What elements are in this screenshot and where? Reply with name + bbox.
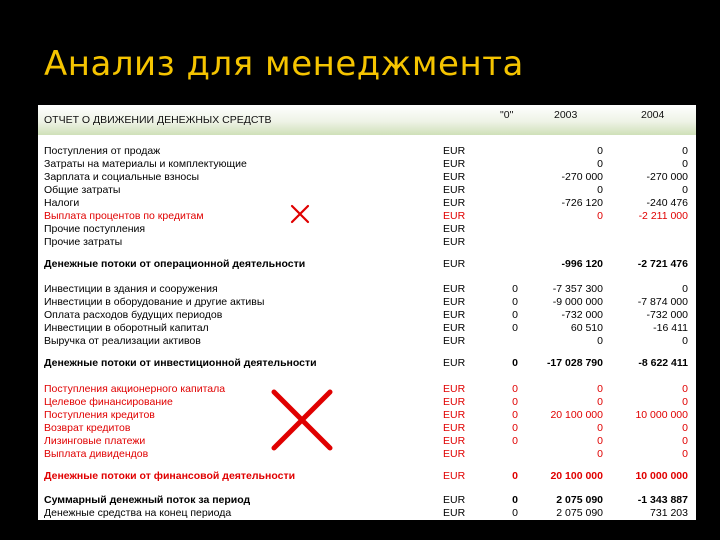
small-cross-mark-icon xyxy=(290,204,310,224)
row-value-2003: 0 xyxy=(597,396,603,408)
slide-title: Анализ для менеджмента xyxy=(44,44,524,84)
row-value-initial: 0 xyxy=(512,322,518,334)
row-value-2003: 60 510 xyxy=(570,322,603,334)
row-label: Общие затраты xyxy=(44,184,121,196)
row-currency: EUR xyxy=(443,448,466,460)
row-other-costs xyxy=(38,236,696,248)
column-header-initial: "0" xyxy=(500,109,514,121)
row-currency: EUR xyxy=(443,435,466,447)
large-cross-mark-icon xyxy=(270,388,334,452)
row-asset-sales xyxy=(38,335,696,347)
row-value-2003: 0 xyxy=(597,335,603,347)
row-value-initial: 0 xyxy=(512,283,518,295)
row-value-2004: 0 xyxy=(682,448,688,460)
row-sales-receipts xyxy=(38,145,696,157)
row-label: Налоги xyxy=(44,197,80,209)
row-label: Зарплата и социальные взносы xyxy=(44,171,200,183)
column-header-2003: 2003 xyxy=(554,109,578,121)
row-value-2003: 0 xyxy=(597,383,603,395)
row-general-costs xyxy=(38,184,696,196)
row-label: Инвестиции в оборотный капитал xyxy=(44,322,209,334)
report-title: ОТЧЕТ О ДВИЖЕНИИ ДЕНЕЖНЫХ СРЕДСТВ xyxy=(44,114,272,126)
row-value-initial: 0 xyxy=(512,309,518,321)
row-currency: EUR xyxy=(443,422,466,434)
row-operating-cash-flow-total xyxy=(38,258,696,270)
row-currency: EUR xyxy=(443,309,466,321)
row-value-2004: 10 000 000 xyxy=(635,470,688,482)
row-label: Поступления от продаж xyxy=(44,145,161,157)
row-currency: EUR xyxy=(443,258,466,270)
row-label: Инвестиции в оборудование и другие активы xyxy=(44,296,265,308)
row-currency: EUR xyxy=(443,158,466,170)
row-value-initial: 0 xyxy=(512,435,518,447)
row-label: Целевое финансирование xyxy=(44,396,173,408)
row-value-2003: -270 000 xyxy=(561,171,603,183)
row-currency: EUR xyxy=(443,383,466,395)
row-value-2003: 20 100 000 xyxy=(550,470,603,482)
row-value-2003: 2 075 090 xyxy=(556,494,603,506)
row-value-2003: 2 075 090 xyxy=(556,507,603,519)
row-label: Затраты на материалы и комплектующие xyxy=(44,158,247,170)
row-label: Суммарный денежный поток за период xyxy=(44,494,251,506)
row-investing-cash-flow-total xyxy=(38,357,696,369)
row-value-2004: 0 xyxy=(682,335,688,347)
row-value-2004: 0 xyxy=(682,283,688,295)
row-value-initial: 0 xyxy=(512,396,518,408)
row-label: Прочие поступления xyxy=(44,223,146,235)
row-label: Лизинговые платежи xyxy=(44,435,146,447)
row-currency: EUR xyxy=(443,396,466,408)
row-salaries xyxy=(38,171,696,183)
row-value-initial: 0 xyxy=(512,409,518,421)
row-value-2004: 0 xyxy=(682,396,688,408)
row-other-receipts xyxy=(38,223,696,235)
row-currency: EUR xyxy=(443,145,466,157)
report-header xyxy=(38,105,696,135)
row-label: Денежные потоки от финансовой деятельности xyxy=(44,470,296,482)
row-value-2003: -726 120 xyxy=(561,197,603,209)
row-value-2003: -996 120 xyxy=(561,258,603,270)
row-building-investments xyxy=(38,283,696,295)
row-value-2003: 0 xyxy=(597,145,603,157)
row-currency: EUR xyxy=(443,197,466,209)
row-label: Инвестиции в здания и сооружения xyxy=(44,283,218,295)
row-currency: EUR xyxy=(443,184,466,196)
row-value-2004: 10 000 000 xyxy=(635,409,688,421)
row-value-initial: 0 xyxy=(512,470,518,482)
row-value-2003: -9 000 000 xyxy=(552,296,603,308)
row-interest-payments xyxy=(38,210,696,222)
row-value-initial: 0 xyxy=(512,357,518,369)
row-currency: EUR xyxy=(443,494,466,506)
row-financing-cash-flow-total xyxy=(38,470,696,482)
row-value-2004: -2 721 476 xyxy=(637,258,688,270)
row-value-2004: 0 xyxy=(682,422,688,434)
row-label: Поступления акционерного капитала xyxy=(44,383,226,395)
row-value-2004: -240 476 xyxy=(646,197,688,209)
row-value-initial: 0 xyxy=(512,422,518,434)
row-value-initial: 0 xyxy=(512,383,518,395)
row-label: Возврат кредитов xyxy=(44,422,131,434)
row-label: Выплата процентов по кредитам xyxy=(44,210,204,222)
row-label: Денежные средства на конец периода xyxy=(44,507,232,519)
row-value-2004: 0 xyxy=(682,145,688,157)
row-value-2004: 731 203 xyxy=(650,507,688,519)
row-value-2003: 0 xyxy=(597,184,603,196)
row-currency: EUR xyxy=(443,223,466,235)
row-value-2004: -7 874 000 xyxy=(637,296,688,308)
row-value-2004: 0 xyxy=(682,383,688,395)
row-value-2003: -7 357 300 xyxy=(552,283,603,295)
row-deferred-expenses xyxy=(38,309,696,321)
row-currency: EUR xyxy=(443,296,466,308)
row-value-2003: 20 100 000 xyxy=(550,409,603,421)
row-currency: EUR xyxy=(443,236,466,248)
row-label: Прочие затраты xyxy=(44,236,123,248)
row-currency: EUR xyxy=(443,357,466,369)
row-value-2004: -1 343 887 xyxy=(637,494,688,506)
row-value-2004: -2 211 000 xyxy=(638,210,688,222)
row-cash-end-of-period xyxy=(38,507,696,519)
row-dividend-payments xyxy=(38,448,696,460)
row-label: Поступления кредитов xyxy=(44,409,155,421)
row-value-2003: -732 000 xyxy=(561,309,603,321)
row-label: Денежные потоки от операционной деятельности xyxy=(44,258,306,270)
row-loan-receipts xyxy=(38,409,696,421)
row-label: Выручка от реализации активов xyxy=(44,335,201,347)
row-label: Денежные потоки от инвестиционной деятельности xyxy=(44,357,317,369)
row-value-2003: 0 xyxy=(597,448,603,460)
row-currency: EUR xyxy=(443,470,466,482)
row-value-2004: -270 000 xyxy=(646,171,688,183)
row-value-initial: 0 xyxy=(512,296,518,308)
row-value-initial: 0 xyxy=(512,494,518,506)
row-value-2003: -17 028 790 xyxy=(546,357,603,369)
row-loan-repayment xyxy=(38,422,696,434)
row-working-capital xyxy=(38,322,696,334)
row-total-cash-flow xyxy=(38,494,696,506)
row-value-2003: 0 xyxy=(597,158,603,170)
row-currency: EUR xyxy=(443,335,466,347)
row-targeted-financing xyxy=(38,396,696,408)
row-label: Оплата расходов будущих периодов xyxy=(44,309,223,321)
cash-flow-table xyxy=(38,135,696,520)
row-leasing-payments xyxy=(38,435,696,447)
row-equity-receipts xyxy=(38,383,696,395)
row-value-2004: -8 622 411 xyxy=(638,357,688,369)
row-currency: EUR xyxy=(443,210,466,222)
row-value-2004: 0 xyxy=(682,184,688,196)
row-value-2003: 0 xyxy=(597,422,603,434)
row-currency: EUR xyxy=(443,409,466,421)
row-value-initial: 0 xyxy=(512,507,518,519)
row-currency: EUR xyxy=(443,283,466,295)
row-taxes xyxy=(38,197,696,209)
row-value-2003: 0 xyxy=(597,210,603,222)
row-currency: EUR xyxy=(443,507,466,519)
row-label: Выплата дивидендов xyxy=(44,448,149,460)
row-currency: EUR xyxy=(443,322,466,334)
row-value-2004: -16 411 xyxy=(653,322,688,334)
row-equipment-investments xyxy=(38,296,696,308)
row-value-2004: 0 xyxy=(682,435,688,447)
row-value-2004: -732 000 xyxy=(646,309,688,321)
row-currency: EUR xyxy=(443,171,466,183)
row-material-costs xyxy=(38,158,696,170)
row-value-2003: 0 xyxy=(597,435,603,447)
column-header-2004: 2004 xyxy=(641,109,665,121)
row-value-2004: 0 xyxy=(682,158,688,170)
